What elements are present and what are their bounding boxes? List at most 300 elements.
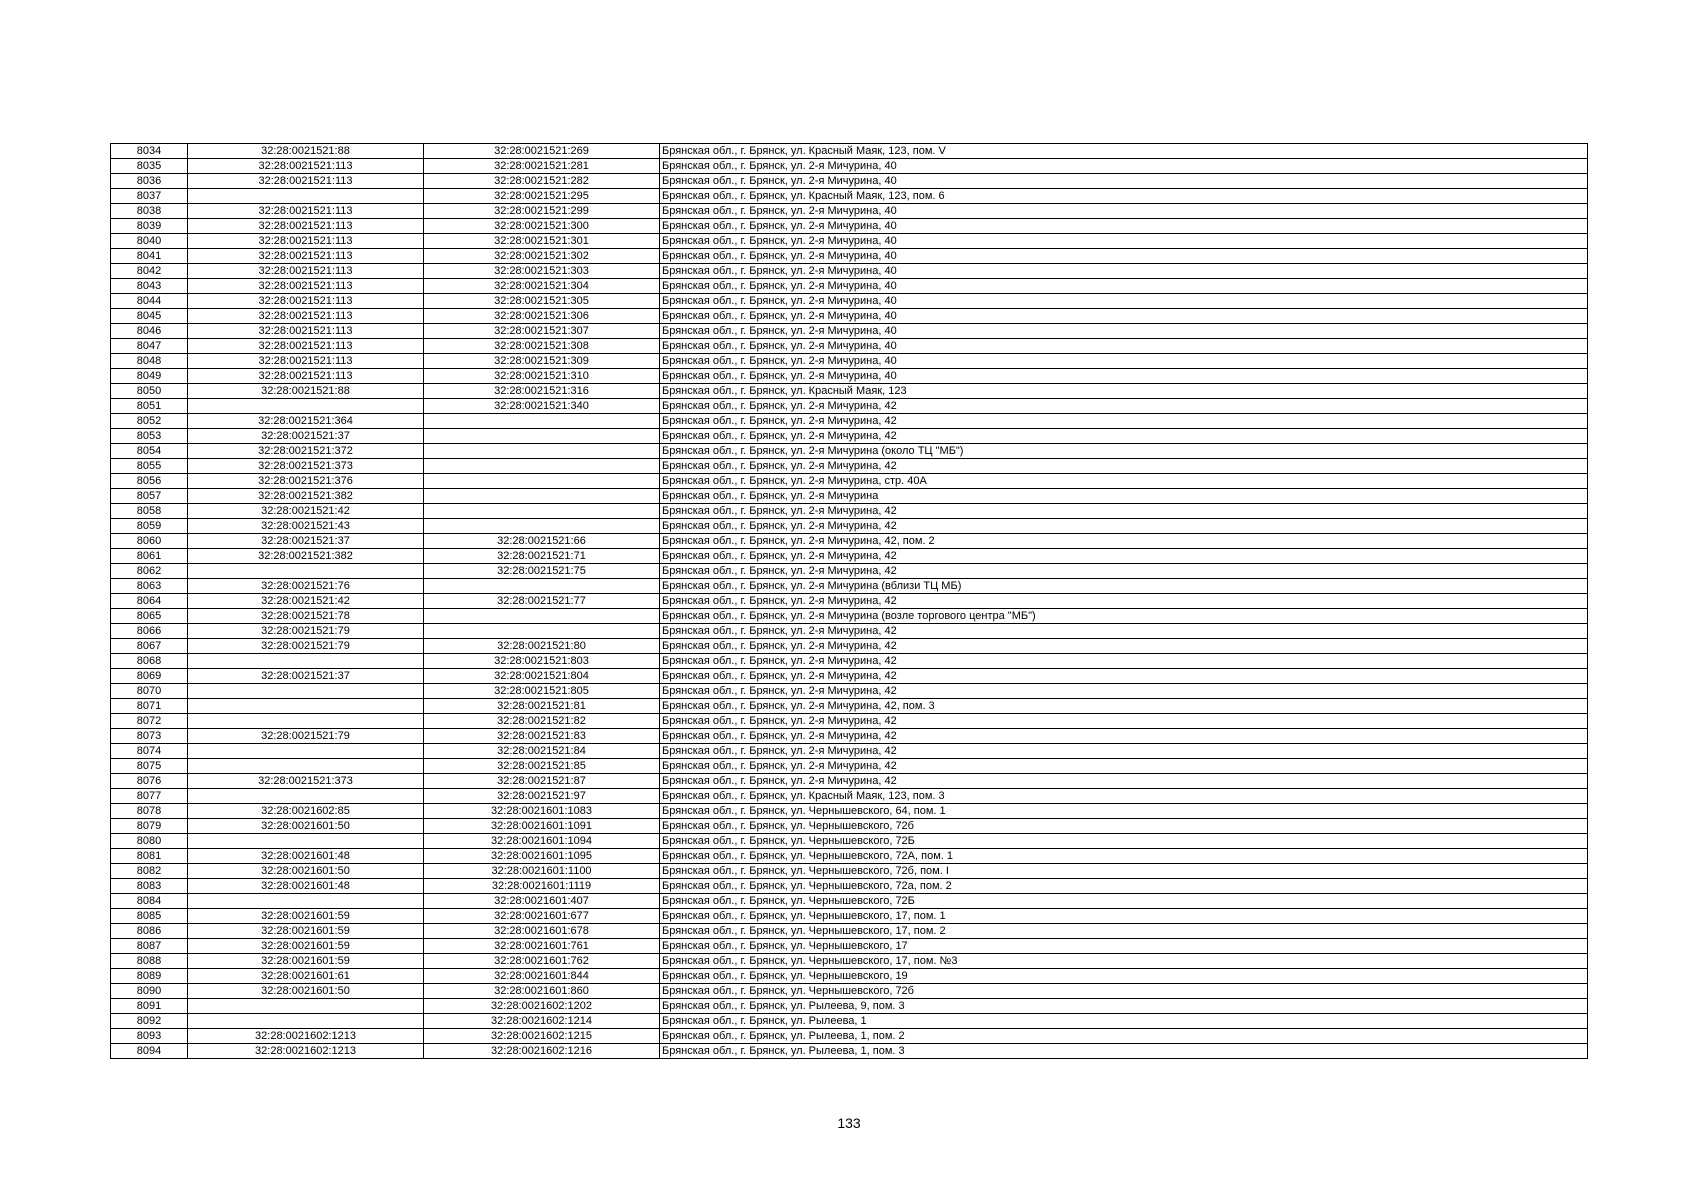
table-row: [111, 459, 1588, 474]
row-number-cell: 8046: [111, 324, 188, 339]
address-cell: Брянская обл., г. Брянск, ул. 2-я Мичурина, 42: [660, 684, 1588, 699]
row-number-cell: 8045: [111, 309, 188, 324]
cadastral-table-body: [111, 144, 1588, 1059]
row-number-cell: 8040: [111, 234, 188, 249]
parcel-number-cell: 32:28:0021521:113: [188, 309, 424, 324]
object-number-cell: 32:28:0021601:1119: [424, 879, 660, 894]
row-number-cell: 8084: [111, 894, 188, 909]
row-number-cell: 8093: [111, 1029, 188, 1044]
parcel-number-cell: [188, 744, 424, 759]
address-cell: Брянская обл., г. Брянск, ул. 2-я Мичурина, 42: [660, 519, 1588, 534]
row-number-cell: 8038: [111, 204, 188, 219]
row-number-cell: 8086: [111, 924, 188, 939]
address-cell: Брянская обл., г. Брянск, ул. 2-я Мичурина, 42: [660, 669, 1588, 684]
address-cell: Брянская обл., г. Брянск, ул. 2-я Мичурина, 40: [660, 234, 1588, 249]
object-number-cell: 32:28:0021601:678: [424, 924, 660, 939]
table-row: [111, 759, 1588, 774]
object-number-cell: 32:28:0021602:1216: [424, 1044, 660, 1059]
table-row: [111, 249, 1588, 264]
address-cell: Брянская обл., г. Брянск, ул. Чернышевского, 17: [660, 939, 1588, 954]
row-number-cell: 8059: [111, 519, 188, 534]
row-number-cell: 8082: [111, 864, 188, 879]
parcel-number-cell: 32:28:0021601:50: [188, 819, 424, 834]
address-cell: Брянская обл., г. Брянск, ул. 2-я Мичурина, 42: [660, 729, 1588, 744]
table-row: [111, 1014, 1588, 1029]
parcel-number-cell: 32:28:0021521:113: [188, 279, 424, 294]
table-row: [111, 804, 1588, 819]
parcel-number-cell: 32:28:0021601:48: [188, 879, 424, 894]
row-number-cell: 8037: [111, 189, 188, 204]
row-number-cell: 8074: [111, 744, 188, 759]
table-row: [111, 264, 1588, 279]
address-cell: Брянская обл., г. Брянск, ул. 2-я Мичурина, 42, пом. 3: [660, 699, 1588, 714]
table-row: [111, 354, 1588, 369]
parcel-number-cell: [188, 894, 424, 909]
address-cell: Брянская обл., г. Брянск, ул. 2-я Мичурина, 40: [660, 219, 1588, 234]
row-number-cell: 8080: [111, 834, 188, 849]
table-row: [111, 1044, 1588, 1059]
parcel-number-cell: 32:28:0021521:88: [188, 144, 424, 159]
parcel-number-cell: 32:28:0021521:37: [188, 534, 424, 549]
parcel-number-cell: 32:28:0021521:364: [188, 414, 424, 429]
row-number-cell: 8079: [111, 819, 188, 834]
row-number-cell: 8069: [111, 669, 188, 684]
address-cell: Брянская обл., г. Брянск, ул. 2-я Мичурина, 42: [660, 744, 1588, 759]
object-number-cell: 32:28:0021521:340: [424, 399, 660, 414]
object-number-cell: 32:28:0021521:803: [424, 654, 660, 669]
object-number-cell: 32:28:0021601:762: [424, 954, 660, 969]
row-number-cell: 8077: [111, 789, 188, 804]
object-number-cell: 32:28:0021521:66: [424, 534, 660, 549]
parcel-number-cell: 32:28:0021601:59: [188, 939, 424, 954]
table-row: [111, 684, 1588, 699]
row-number-cell: 8081: [111, 849, 188, 864]
row-number-cell: 8062: [111, 564, 188, 579]
object-number-cell: [424, 459, 660, 474]
table-row: [111, 549, 1588, 564]
row-number-cell: 8066: [111, 624, 188, 639]
table-row: [111, 399, 1588, 414]
object-number-cell: 32:28:0021601:677: [424, 909, 660, 924]
address-cell: Брянская обл., г. Брянск, ул. 2-я Мичурина, 42: [660, 639, 1588, 654]
address-cell: Брянская обл., г. Брянск, ул. 2-я Мичурина (около ТЦ "МБ"): [660, 444, 1588, 459]
table-row: [111, 204, 1588, 219]
parcel-number-cell: 32:28:0021521:113: [188, 249, 424, 264]
row-number-cell: 8073: [111, 729, 188, 744]
row-number-cell: 8060: [111, 534, 188, 549]
object-number-cell: 32:28:0021521:303: [424, 264, 660, 279]
address-cell: Брянская обл., г. Брянск, ул. 2-я Мичурина, 42: [660, 459, 1588, 474]
table-row: [111, 864, 1588, 879]
parcel-number-cell: [188, 759, 424, 774]
object-number-cell: 32:28:0021521:304: [424, 279, 660, 294]
address-cell: Брянская обл., г. Брянск, ул. Чернышевского, 17, пом. 2: [660, 924, 1588, 939]
object-number-cell: 32:28:0021521:87: [424, 774, 660, 789]
address-cell: Брянская обл., г. Брянск, ул. Чернышевского, 17, пом. №3: [660, 954, 1588, 969]
table-row: [111, 564, 1588, 579]
object-number-cell: [424, 489, 660, 504]
cadastral-table: [110, 143, 1588, 1059]
address-cell: Брянская обл., г. Брянск, ул. 2-я Мичурина, 42: [660, 504, 1588, 519]
object-number-cell: 32:28:0021521:300: [424, 219, 660, 234]
object-number-cell: 32:28:0021521:310: [424, 369, 660, 384]
address-cell: Брянская обл., г. Брянск, ул. 2-я Мичурина, 42: [660, 414, 1588, 429]
parcel-number-cell: 32:28:0021521:113: [188, 339, 424, 354]
table-row: [111, 294, 1588, 309]
parcel-number-cell: 32:28:0021602:1213: [188, 1029, 424, 1044]
object-number-cell: 32:28:0021521:81: [424, 699, 660, 714]
table-row: [111, 309, 1588, 324]
address-cell: Брянская обл., г. Брянск, ул. Красный Маяк, 123, пом. 6: [660, 189, 1588, 204]
parcel-number-cell: 32:28:0021601:48: [188, 849, 424, 864]
parcel-number-cell: 32:28:0021521:382: [188, 549, 424, 564]
row-number-cell: 8065: [111, 609, 188, 624]
address-cell: Брянская обл., г. Брянск, ул. 2-я Мичурина, 42: [660, 774, 1588, 789]
row-number-cell: 8071: [111, 699, 188, 714]
page-number: 133: [837, 1115, 861, 1131]
parcel-number-cell: 32:28:0021601:50: [188, 984, 424, 999]
parcel-number-cell: 32:28:0021601:59: [188, 924, 424, 939]
parcel-number-cell: [188, 654, 424, 669]
row-number-cell: 8091: [111, 999, 188, 1014]
table-row: [111, 624, 1588, 639]
row-number-cell: 8042: [111, 264, 188, 279]
row-number-cell: 8067: [111, 639, 188, 654]
table-row: [111, 969, 1588, 984]
row-number-cell: 8043: [111, 279, 188, 294]
parcel-number-cell: [188, 1014, 424, 1029]
row-number-cell: 8063: [111, 579, 188, 594]
address-cell: Брянская обл., г. Брянск, ул. 2-я Мичурина, 42: [660, 714, 1588, 729]
table-row: [111, 144, 1588, 159]
object-number-cell: 32:28:0021601:1100: [424, 864, 660, 879]
row-number-cell: 8056: [111, 474, 188, 489]
address-cell: Брянская обл., г. Брянск, ул. 2-я Мичурина, 40: [660, 354, 1588, 369]
parcel-number-cell: 32:28:0021521:37: [188, 429, 424, 444]
object-number-cell: 32:28:0021521:316: [424, 384, 660, 399]
parcel-number-cell: 32:28:0021602:1213: [188, 1044, 424, 1059]
address-cell: Брянская обл., г. Брянск, ул. 2-я Мичурина (возле торгового центра "МБ"): [660, 609, 1588, 624]
address-cell: Брянская обл., г. Брянск, ул. Красный Маяк, 123, пом. V: [660, 144, 1588, 159]
table-row: [111, 159, 1588, 174]
table-row: [111, 234, 1588, 249]
object-number-cell: 32:28:0021521:307: [424, 324, 660, 339]
parcel-number-cell: 32:28:0021521:37: [188, 669, 424, 684]
parcel-number-cell: 32:28:0021521:113: [188, 174, 424, 189]
table-row: [111, 774, 1588, 789]
object-number-cell: [424, 624, 660, 639]
object-number-cell: 32:28:0021521:305: [424, 294, 660, 309]
row-number-cell: 8048: [111, 354, 188, 369]
parcel-number-cell: 32:28:0021601:61: [188, 969, 424, 984]
parcel-number-cell: 32:28:0021521:372: [188, 444, 424, 459]
object-number-cell: 32:28:0021602:1202: [424, 999, 660, 1014]
parcel-number-cell: 32:28:0021521:88: [188, 384, 424, 399]
object-number-cell: [424, 519, 660, 534]
table-row: [111, 489, 1588, 504]
table-row: [111, 699, 1588, 714]
address-cell: Брянская обл., г. Брянск, ул. 2-я Мичурина, 42: [660, 654, 1588, 669]
parcel-number-cell: 32:28:0021521:113: [188, 369, 424, 384]
address-cell: Брянская обл., г. Брянск, ул. Чернышевского, 72Б: [660, 834, 1588, 849]
parcel-number-cell: 32:28:0021521:43: [188, 519, 424, 534]
address-cell: Брянская обл., г. Брянск, ул. Чернышевского, 72Б: [660, 894, 1588, 909]
parcel-number-cell: 32:28:0021521:113: [188, 204, 424, 219]
row-number-cell: 8036: [111, 174, 188, 189]
table-row: [111, 189, 1588, 204]
parcel-number-cell: [188, 789, 424, 804]
parcel-number-cell: 32:28:0021521:79: [188, 729, 424, 744]
row-number-cell: 8075: [111, 759, 188, 774]
parcel-number-cell: 32:28:0021601:59: [188, 954, 424, 969]
parcel-number-cell: 32:28:0021521:79: [188, 639, 424, 654]
row-number-cell: 8035: [111, 159, 188, 174]
address-cell: Брянская обл., г. Брянск, ул. 2-я Мичурина, 42: [660, 564, 1588, 579]
object-number-cell: [424, 609, 660, 624]
address-cell: Брянская обл., г. Брянск, ул. Чернышевского, 72б: [660, 984, 1588, 999]
table-row: [111, 714, 1588, 729]
parcel-number-cell: 32:28:0021521:113: [188, 159, 424, 174]
address-cell: Брянская обл., г. Брянск, ул. 2-я Мичурина, 40: [660, 339, 1588, 354]
row-number-cell: 8057: [111, 489, 188, 504]
address-cell: Брянская обл., г. Брянск, ул. Чернышевского, 64, пом. 1: [660, 804, 1588, 819]
parcel-number-cell: [188, 684, 424, 699]
object-number-cell: [424, 504, 660, 519]
table-row: [111, 219, 1588, 234]
row-number-cell: 8092: [111, 1014, 188, 1029]
address-cell: Брянская обл., г. Брянск, ул. 2-я Мичурина, 40: [660, 249, 1588, 264]
object-number-cell: 32:28:0021521:301: [424, 234, 660, 249]
row-number-cell: 8054: [111, 444, 188, 459]
table-row: [111, 909, 1588, 924]
object-number-cell: 32:28:0021602:1214: [424, 1014, 660, 1029]
row-number-cell: 8050: [111, 384, 188, 399]
object-number-cell: [424, 579, 660, 594]
table-row: [111, 744, 1588, 759]
parcel-number-cell: 32:28:0021521:113: [188, 219, 424, 234]
object-number-cell: 32:28:0021521:269: [424, 144, 660, 159]
row-number-cell: 8083: [111, 879, 188, 894]
row-number-cell: 8055: [111, 459, 188, 474]
parcel-number-cell: [188, 834, 424, 849]
object-number-cell: 32:28:0021601:1095: [424, 849, 660, 864]
table-row: [111, 534, 1588, 549]
row-number-cell: 8068: [111, 654, 188, 669]
object-number-cell: 32:28:0021601:1083: [424, 804, 660, 819]
address-cell: Брянская обл., г. Брянск, ул. 2-я Мичурина, 40: [660, 294, 1588, 309]
row-number-cell: 8087: [111, 939, 188, 954]
object-number-cell: 32:28:0021521:77: [424, 594, 660, 609]
table-row: [111, 789, 1588, 804]
address-cell: Брянская обл., г. Брянск, ул. Чернышевского, 72а, пом. 2: [660, 879, 1588, 894]
address-cell: Брянская обл., г. Брянск, ул. 2-я Мичурина, 40: [660, 264, 1588, 279]
parcel-number-cell: 32:28:0021521:79: [188, 624, 424, 639]
table-row: [111, 639, 1588, 654]
address-cell: Брянская обл., г. Брянск, ул. 2-я Мичурина, 42: [660, 429, 1588, 444]
object-number-cell: 32:28:0021601:761: [424, 939, 660, 954]
row-number-cell: 8053: [111, 429, 188, 444]
parcel-number-cell: 32:28:0021602:85: [188, 804, 424, 819]
address-cell: Брянская обл., г. Брянск, ул. Чернышевского, 19: [660, 969, 1588, 984]
parcel-number-cell: 32:28:0021521:42: [188, 594, 424, 609]
object-number-cell: 32:28:0021601:1091: [424, 819, 660, 834]
table-row: [111, 324, 1588, 339]
row-number-cell: 8061: [111, 549, 188, 564]
object-number-cell: 32:28:0021521:85: [424, 759, 660, 774]
table-row: [111, 654, 1588, 669]
table-row: [111, 474, 1588, 489]
table-row: [111, 834, 1588, 849]
object-number-cell: 32:28:0021521:306: [424, 309, 660, 324]
object-number-cell: 32:28:0021521:295: [424, 189, 660, 204]
object-number-cell: 32:28:0021521:97: [424, 789, 660, 804]
object-number-cell: 32:28:0021521:804: [424, 669, 660, 684]
address-cell: Брянская обл., г. Брянск, ул. 2-я Мичурина, 42: [660, 594, 1588, 609]
table-row: [111, 504, 1588, 519]
row-number-cell: 8064: [111, 594, 188, 609]
table-row: [111, 819, 1588, 834]
parcel-number-cell: 32:28:0021601:50: [188, 864, 424, 879]
table-row: [111, 384, 1588, 399]
table-row: [111, 999, 1588, 1014]
parcel-number-cell: [188, 564, 424, 579]
object-number-cell: [424, 444, 660, 459]
table-row: [111, 579, 1588, 594]
row-number-cell: 8085: [111, 909, 188, 924]
object-number-cell: 32:28:0021521:82: [424, 714, 660, 729]
parcel-number-cell: 32:28:0021521:382: [188, 489, 424, 504]
address-cell: Брянская обл., г. Брянск, ул. Красный Маяк, 123, пом. 3: [660, 789, 1588, 804]
address-cell: Брянская обл., г. Брянск, ул. 2-я Мичурина, 42: [660, 624, 1588, 639]
parcel-number-cell: 32:28:0021521:373: [188, 774, 424, 789]
row-number-cell: 8051: [111, 399, 188, 414]
table-row: [111, 894, 1588, 909]
object-number-cell: 32:28:0021521:281: [424, 159, 660, 174]
table-row: [111, 879, 1588, 894]
table-row: [111, 444, 1588, 459]
table-row: [111, 174, 1588, 189]
table-row: [111, 954, 1588, 969]
address-cell: Брянская обл., г. Брянск, ул. Чернышевского, 72б, пом. I: [660, 864, 1588, 879]
address-cell: Брянская обл., г. Брянск, ул. Красный Маяк, 123: [660, 384, 1588, 399]
address-cell: Брянская обл., г. Брянск, ул. Рылеева, 1: [660, 1014, 1588, 1029]
parcel-number-cell: 32:28:0021521:373: [188, 459, 424, 474]
address-cell: Брянская обл., г. Брянск, ул. 2-я Мичурина, 42: [660, 759, 1588, 774]
object-number-cell: 32:28:0021601:1094: [424, 834, 660, 849]
table-row: [111, 369, 1588, 384]
table-row: [111, 1029, 1588, 1044]
object-number-cell: 32:28:0021521:75: [424, 564, 660, 579]
address-cell: Брянская обл., г. Брянск, ул. Чернышевского, 72А, пом. 1: [660, 849, 1588, 864]
object-number-cell: [424, 474, 660, 489]
object-number-cell: [424, 414, 660, 429]
object-number-cell: 32:28:0021521:805: [424, 684, 660, 699]
row-number-cell: 8078: [111, 804, 188, 819]
table-row: [111, 984, 1588, 999]
object-number-cell: 32:28:0021521:309: [424, 354, 660, 369]
object-number-cell: [424, 429, 660, 444]
row-number-cell: 8076: [111, 774, 188, 789]
parcel-number-cell: 32:28:0021521:113: [188, 264, 424, 279]
parcel-number-cell: 32:28:0021601:59: [188, 909, 424, 924]
row-number-cell: 8044: [111, 294, 188, 309]
address-cell: Брянская обл., г. Брянск, ул. Чернышевского, 17, пом. 1: [660, 909, 1588, 924]
row-number-cell: 8088: [111, 954, 188, 969]
table-row: [111, 339, 1588, 354]
row-number-cell: 8089: [111, 969, 188, 984]
object-number-cell: 32:28:0021521:299: [424, 204, 660, 219]
table-row: [111, 924, 1588, 939]
object-number-cell: 32:28:0021521:83: [424, 729, 660, 744]
table-row: [111, 519, 1588, 534]
address-cell: Брянская обл., г. Брянск, ул. 2-я Мичурина (вблизи ТЦ МБ): [660, 579, 1588, 594]
object-number-cell: 32:28:0021521:302: [424, 249, 660, 264]
address-cell: Брянская обл., г. Брянск, ул. 2-я Мичурина, 42: [660, 399, 1588, 414]
parcel-number-cell: [188, 714, 424, 729]
row-number-cell: 8052: [111, 414, 188, 429]
table-row: [111, 729, 1588, 744]
parcel-number-cell: 32:28:0021521:113: [188, 234, 424, 249]
object-number-cell: 32:28:0021521:308: [424, 339, 660, 354]
object-number-cell: 32:28:0021521:80: [424, 639, 660, 654]
table-row: [111, 279, 1588, 294]
row-number-cell: 8094: [111, 1044, 188, 1059]
row-number-cell: 8058: [111, 504, 188, 519]
address-cell: Брянская обл., г. Брянск, ул. 2-я Мичурина, 42, пом. 2: [660, 534, 1588, 549]
row-number-cell: 8034: [111, 144, 188, 159]
address-cell: Брянская обл., г. Брянск, ул. 2-я Мичурина, 40: [660, 159, 1588, 174]
address-cell: Брянская обл., г. Брянск, ул. 2-я Мичурина, стр. 40А: [660, 474, 1588, 489]
parcel-number-cell: 32:28:0021521:113: [188, 324, 424, 339]
address-cell: Брянская обл., г. Брянск, ул. 2-я Мичурина, 40: [660, 324, 1588, 339]
address-cell: Брянская обл., г. Брянск, ул. 2-я Мичурина: [660, 489, 1588, 504]
address-cell: Брянская обл., г. Брянск, ул. Чернышевского, 72б: [660, 819, 1588, 834]
parcel-number-cell: 32:28:0021521:76: [188, 579, 424, 594]
address-cell: Брянская обл., г. Брянск, ул. 2-я Мичурина, 40: [660, 279, 1588, 294]
address-cell: Брянская обл., г. Брянск, ул. 2-я Мичурина, 40: [660, 174, 1588, 189]
row-number-cell: 8047: [111, 339, 188, 354]
row-number-cell: 8072: [111, 714, 188, 729]
row-number-cell: 8090: [111, 984, 188, 999]
row-number-cell: 8041: [111, 249, 188, 264]
row-number-cell: 8039: [111, 219, 188, 234]
table-row: [111, 429, 1588, 444]
row-number-cell: 8070: [111, 684, 188, 699]
parcel-number-cell: 32:28:0021521:42: [188, 504, 424, 519]
row-number-cell: 8049: [111, 369, 188, 384]
parcel-number-cell: 32:28:0021521:376: [188, 474, 424, 489]
table-row: [111, 414, 1588, 429]
table-row: [111, 609, 1588, 624]
address-cell: Брянская обл., г. Брянск, ул. Рылеева, 1, пом. 3: [660, 1044, 1588, 1059]
table-row: [111, 849, 1588, 864]
object-number-cell: 32:28:0021602:1215: [424, 1029, 660, 1044]
address-cell: Брянская обл., г. Брянск, ул. 2-я Мичурина, 40: [660, 204, 1588, 219]
object-number-cell: 32:28:0021521:282: [424, 174, 660, 189]
parcel-number-cell: 32:28:0021521:113: [188, 354, 424, 369]
address-cell: Брянская обл., г. Брянск, ул. 2-я Мичурина, 40: [660, 369, 1588, 384]
parcel-number-cell: [188, 189, 424, 204]
table-row: [111, 939, 1588, 954]
address-cell: Брянская обл., г. Брянск, ул. Рылеева, 1, пом. 2: [660, 1029, 1588, 1044]
parcel-number-cell: 32:28:0021521:78: [188, 609, 424, 624]
parcel-number-cell: 32:28:0021521:113: [188, 294, 424, 309]
object-number-cell: 32:28:0021521:71: [424, 549, 660, 564]
parcel-number-cell: [188, 399, 424, 414]
parcel-number-cell: [188, 699, 424, 714]
address-cell: Брянская обл., г. Брянск, ул. 2-я Мичурина, 40: [660, 309, 1588, 324]
object-number-cell: 32:28:0021521:84: [424, 744, 660, 759]
